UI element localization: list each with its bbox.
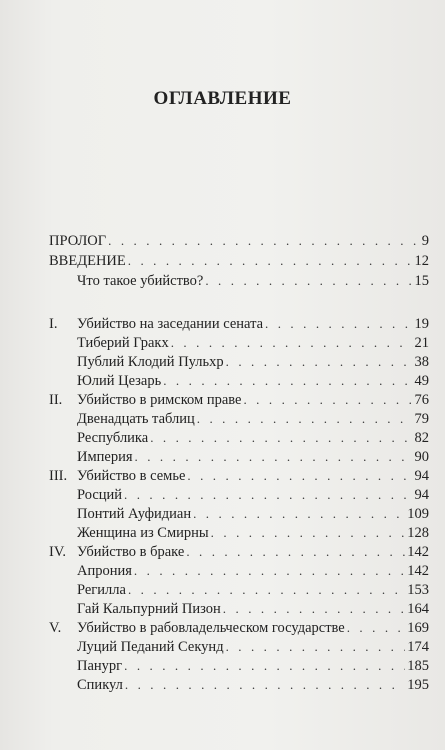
toc-entry-label: Двенадцать таблиц [77,411,195,427]
toc-entry [77,581,429,599]
toc-entry-label: Спикул [77,677,123,693]
toc-entry-label: Регилла [77,582,126,598]
toc-page-number: 94 [414,487,429,503]
toc-page-number: 169 [407,620,429,636]
toc-dot-leader [205,272,412,290]
toc-page-number: 164 [407,601,429,617]
toc-entry [77,676,429,694]
toc-entry-label: Тиберий Гракх [77,335,169,351]
toc-page-number: 128 [407,525,429,541]
page-title: ОГЛАВЛЕНИЕ [153,88,292,109]
toc-chapter-entry [77,391,429,409]
toc-entry-introduction [49,252,429,270]
toc-dot-leader [125,676,405,694]
toc-dot-leader [243,391,412,409]
toc-dot-leader [135,448,413,466]
toc-dot-leader [134,562,405,580]
toc-chapter-entry [77,619,429,637]
toc-entry [77,562,429,580]
toc-page-number: 94 [414,468,429,484]
toc-page-number: 38 [414,354,429,370]
toc-dot-leader [347,619,406,637]
toc-page-number: 90 [414,449,429,465]
toc-page-number: 19 [414,316,429,332]
chapter-number: III. [49,468,68,484]
toc-entry-label: Гай Кальпурний Пизон [77,601,221,617]
toc-dot-leader [226,353,413,371]
toc-page-number: 185 [407,658,429,674]
toc-dot-leader [128,252,413,270]
toc-entry [77,505,429,523]
toc-dot-leader [193,505,405,523]
chapter-number: IV. [49,544,67,560]
toc-entry-prolog [49,232,429,250]
toc-dot-leader [163,372,412,390]
toc-entry-label: Понтий Ауфидиан [77,506,192,522]
toc-dot-leader [226,638,406,656]
toc-entry [77,657,429,675]
chapter-number: I. [49,316,58,332]
toc-dot-leader [197,410,413,428]
toc-page-number: 142 [407,563,429,579]
toc-page-number: 153 [407,582,429,598]
toc-entry-label: ВВЕДЕНИЕ [49,253,126,269]
toc-chapter-entry [77,467,429,485]
toc-entry-label: Панург [77,658,123,674]
toc-page-number: 12 [414,253,429,269]
toc-entry [77,448,429,466]
toc-entry [77,429,429,447]
toc-page-number: 15 [414,273,429,289]
chapter-number: II. [49,392,63,408]
toc-entry [77,600,429,618]
toc-chapter-entry [77,543,429,561]
toc-dot-leader [108,232,420,250]
toc-entry [77,524,429,542]
toc-entry [77,486,429,504]
toc-entry-label: Убийство в семье [77,468,186,484]
toc-dot-leader [186,543,405,561]
toc-entry-label: Росций [77,487,123,503]
toc-dot-leader [223,600,405,618]
toc-entry-label: Женщина из Смирны [77,525,209,541]
toc-entry-label: Убийство на заседании сената [77,316,264,332]
toc-page-number: 79 [414,411,429,427]
toc-entry-label: Республика [77,430,149,446]
toc-entry-label: Убийство в рабовладельческом государстве [77,620,345,636]
toc-page-number: 76 [414,392,429,408]
toc-page-number: 21 [414,335,429,351]
toc-page-number: 195 [407,677,429,693]
toc-entry-label: Публий Клодий Пульхр [77,354,224,370]
toc-page-number: 82 [414,430,429,446]
toc-entry [77,638,429,656]
toc-page-number: 109 [407,506,429,522]
toc-dot-leader [187,467,412,485]
toc-entry [77,353,429,371]
toc-entry-label: Убийство в браке [77,544,185,560]
toc-entry [77,372,429,390]
toc-dot-leader [124,486,412,504]
toc-dot-leader [211,524,406,542]
chapter-number: V. [49,620,62,636]
toc-page-number: 174 [407,639,429,655]
toc-page-number: 49 [414,373,429,389]
toc-dot-leader [124,657,405,675]
toc-dot-leader [150,429,412,447]
toc-entry-label: Апрония [77,563,132,579]
toc-entry-label: Что такое убийство? [77,273,204,289]
toc-chapter-entry [77,315,429,333]
toc-entry-label: ПРОЛОГ [49,233,107,249]
toc-dot-leader [265,315,412,333]
toc-entry-label: Юлий Цезарь [77,373,162,389]
toc-dot-leader [128,581,405,599]
toc-dot-leader [171,334,413,352]
toc-entry [77,334,429,352]
toc-page-number: 142 [407,544,429,560]
toc-entry [77,272,429,290]
toc-entry-label: Империя [77,449,133,465]
toc-page-number: 9 [421,233,429,249]
toc-entry [77,410,429,428]
toc-entry-label: Луций Педаний Секунд [77,639,224,655]
toc-entry-label: Убийство в римском праве [77,392,242,408]
